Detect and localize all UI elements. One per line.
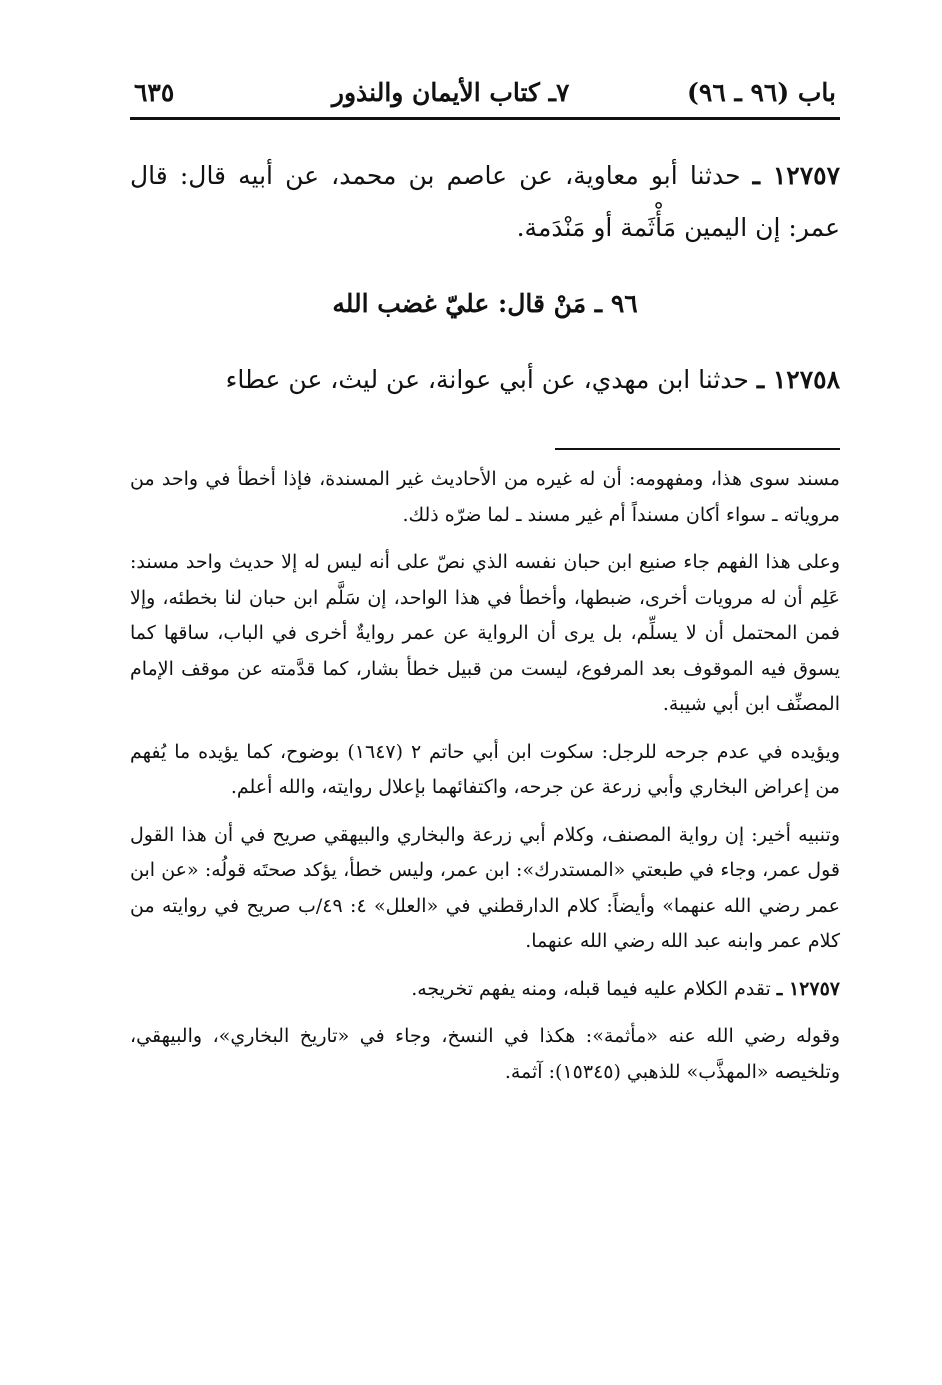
hadith-12758 [130,354,840,406]
footnote-paragraph: وعلى هذا الفهم جاء صنيع ابن حبان نفسه الذي نصّ على أنه ليس له إلا حديث واحد مسند: عَلِم أن له مرويات أخرى، ضبطها، وأخطأ في هذا الواحد، إن سَلَّم ابن حبان لنا بخطئه، وإلا فمن المحتمل أن لا يسلِّم، بل يرى أن الرواية عن عمر روايةٌ أخرى في الباب، ساقها كما يسوق فيه الموقوف بعد المرفوع، ليست من قبيل خطأ بشار، كما قدَّمته عن موقف الإمام المصنِّف ابن أبي شيبة. [130,551,840,715]
footnote-paragraph: وتنبيه أخير: إن رواية المصنف، وكلام أبي زرعة والبخاري والبيهقي صريح في أن هذا القول قول عمر، وجاء في طبعتي «المستدرك»: ابن عمر، وليس خطأ، يؤكد صحتَه قولُه: «عن ابن عمر رضي الله عنهما» وأيضاً: كلام الدارقطني في «العلل» ٤: ٤٩/ب صريح في روايته من كلام عمر وابنه عبد الله رضي الله عنهما. [130,823,840,952]
footnotes [130,462,840,1090]
footnote-paragraph: مسند سوى هذا، ومفهومه: أن له غيره من الأحاديث غير المسندة، فإذا أخطأ في واحد من مروياته ـ سواء أكان مسنداً أم غير مسند ـ لما ضرّه ذلك. [130,468,840,526]
footnote-text: تقدم الكلام عليه فيما قبله، ومنه يفهم تخريجه. [411,977,771,1000]
footnote-paragraph: وقوله رضي الله عنه «مأثمة»: هكذا في النسخ، وجاء في «تاريخ البخاري»، والبيهقي، وتلخيصه «المهذَّب» للذهبي (١٥٣٤٥): آثمة. [130,1025,840,1083]
hadith-number: ١٢٧٥٧ ـ [752,161,841,190]
section-heading: ٩٦ ـ مَنْ قال: عليّ غضب الله [332,289,638,318]
footnote-divider [555,448,840,450]
hadith-text: حدثنا أبو معاوية، عن عاصم بن محمد، عن أبيه قال: قال عمر: إن اليمين مَأْثَمة أو مَنْدَمة. [130,161,840,242]
hadith-number: ١٢٧٥٨ ـ [756,365,840,394]
footnote-paragraph: ويؤيده في عدم جرحه للرجل: سكوت ابن أبي حاتم ٢ (١٦٤٧) بوضوح، كما يؤيده ما يُفهم من إعراض البخاري وأبي زرعة عن جرحه، واكتفائهما بإعلال روايته، والله أعلم. [130,740,841,798]
chapter-range: باب (٩٦ ـ ٩٦) [687,78,836,107]
book-title: ٧ـ كتاب الأيمان والنذور [331,78,570,107]
footnote-paragraph [130,972,840,1008]
footnote-number: ١٢٧٥٧ ـ [776,977,840,1000]
page-header [130,70,840,120]
main-text [130,150,840,406]
book-page [130,70,840,1102]
hadith-12757 [130,150,840,254]
hadith-text: حدثنا ابن مهدي، عن أبي عوانة، عن ليث، عن عطاء [225,365,749,394]
page-number: ٦٣٥ [134,78,175,107]
